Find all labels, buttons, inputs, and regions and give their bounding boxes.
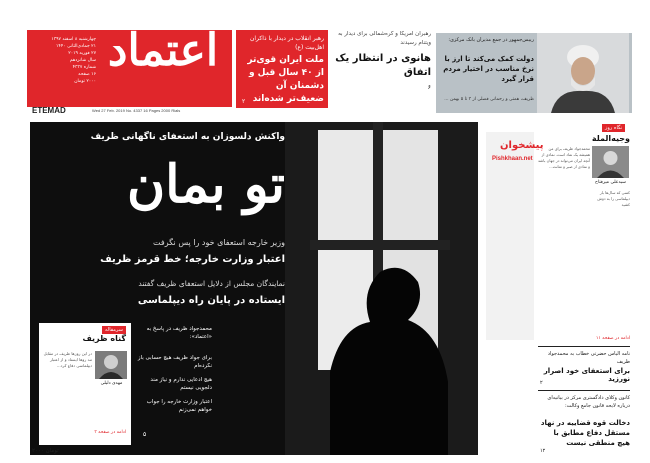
hero-headline[interactable]: تو بمان: [126, 154, 285, 215]
hero-kicker: واکنش دلسوزان به استعفای ناگهانی ظریف: [90, 132, 285, 142]
newspaper-logo: اعتماد: [107, 25, 219, 76]
meta-gregorian: ۲۷ فوریه ۲۰۱۹: [68, 51, 96, 56]
meta-hijri: ۲۱ جمادی‌الثانی ۱۴۴۰: [55, 44, 96, 49]
author-photo: [95, 351, 127, 379]
center-page: ۶: [427, 84, 431, 91]
watermark-site: Pishkhaan.net: [492, 156, 533, 162]
masthead-meta: [32, 36, 96, 85]
opinion-label: سرمقاله: [102, 326, 126, 334]
opinion-title[interactable]: گناه ظریف: [82, 334, 126, 343]
issue-line: Wed 27 Feb. 2019 No. 4337 16 Pages 2000 Rials: [92, 108, 181, 113]
news2-kicker: کانون وکلای دادگستری مرکز در بیانیه‌ای درباره لایحه قانون جامع وکالت:: [547, 395, 630, 409]
quote-page: ۵: [143, 431, 147, 438]
editorial-continue-link[interactable]: ادامه در صفحه ۱۱: [595, 336, 630, 341]
editorial-label: نگاه روز: [602, 124, 625, 132]
news1-kicker: نامه الیاس حضرتی خطاب به محمدجواد ظریف: [547, 351, 630, 365]
latin-name: ETEMAD: [32, 106, 66, 115]
editorial-title[interactable]: وجیه‌الملة: [591, 134, 630, 143]
center-kicker: رهبران امریکا و کره‌شمالی برای دیدار به ویتنام رسیدند: [338, 31, 431, 46]
hero-subhead-1: وزیر خارجه استعفای خود را پس نگرفت: [153, 238, 285, 247]
rouhani-kicker: رییس‌جمهور در جمع مدیران بانک مرکزی:: [448, 37, 534, 43]
promo-box[interactable]: [236, 30, 328, 108]
promo-page: ۲: [242, 98, 246, 105]
divider: [538, 346, 630, 347]
rouhani-title[interactable]: دولت کمک می‌کند تا ارز با نرخ مناسب در اختیار مردم قرار گیرد: [443, 55, 534, 83]
editorial-body: محمدجواد ظریف برای من همیشه یک نماد است. نمادی از آنچه ایران می‌تواند در جهان باشد و نمادی از صبر و متانت...: [538, 146, 590, 169]
meta-date: چهارشنبه ۸ اسفند ۱۳۹۷: [51, 37, 96, 42]
divider: [538, 390, 630, 391]
hero-headline-1[interactable]: اعتبار وزارت خارجه؛ خط قرمز ظریف: [100, 254, 285, 265]
rouhani-caption: ظریف، همتی و رحمانی فضلی از ۳ تا ۵ بهمن ...: [444, 97, 534, 102]
meta-price: ۲۰۰۰ تومان: [74, 79, 96, 84]
meta-year: سال شانزدهم: [69, 58, 96, 63]
news2-page: ۱۲: [540, 448, 546, 454]
quote-item: هیچ ادعایی ندارم و نیاز مند دلجویی نیستم: [150, 377, 212, 391]
editor-name: سیدعلی میرفتاح: [595, 180, 626, 185]
avatar-icon: [95, 351, 127, 379]
editorial-body-2: کسی که سال‌ها بار دیپلماسی را به دوش کشید: [597, 190, 630, 207]
opinion-body: در این روزها ظریف در مقابل تند روها ایستاد و از اعتبار دیپلماسی دفاع کرد...: [43, 351, 92, 368]
quote-head: محمدجواد ظریف در پاسخ به «اعتماد»:: [146, 326, 212, 340]
quote-item: اعتبار وزارت خارجه را جواب خواهم نمی‌زنم: [146, 399, 212, 413]
hero-headline-2[interactable]: ایستاده در پایان راه دیپلماسی: [137, 295, 285, 306]
rouhani-photo: [537, 33, 629, 113]
watermark-logo: پیشخوان: [500, 140, 544, 151]
meta-number: شماره ۴۳۳۷: [72, 65, 96, 70]
news1-title[interactable]: برای استعفای خود اصرار نورزید: [543, 367, 630, 383]
promo-kicker: رهبر انقلاب در دیدار با ذاکران اهل‌بیت (ع): [249, 35, 324, 51]
portrait-icon: [537, 33, 629, 113]
opinion-continue-link[interactable]: ادامه در صفحه ۳: [94, 430, 126, 435]
quote-item: برای جواد ظریف هیچ حسابی باز نکرده‌ام: [137, 355, 212, 369]
center-story[interactable]: [333, 28, 433, 110]
news2-title[interactable]: دخالت قوه قضاییه در نهاد مستقل دفاع مطابق با هیچ منطقی نیست: [540, 419, 630, 447]
news1-page: ۲: [540, 380, 543, 386]
editor-photo: [592, 146, 629, 178]
footer-price: ۲۰۰۰ تومان: [32, 448, 59, 454]
meta-pages: ۱۶ صفحه: [78, 72, 96, 77]
hero-subhead-2: نمایندگان مجلس از دلایل استعفای ظریف گفتند: [138, 279, 285, 288]
avatar-icon: [592, 146, 629, 178]
promo-title: ملت ایران قوی‌تر از ۴۰ سال قبل و دشمنان آن ضعیف‌تر شده‌اند: [247, 55, 324, 104]
opinion-author: مهدی دلیلی: [100, 381, 123, 386]
center-title: هانوی در انتظار یک اتفاق: [335, 53, 431, 78]
quote-list: [137, 354, 212, 420]
cartoon-area: [486, 132, 534, 340]
